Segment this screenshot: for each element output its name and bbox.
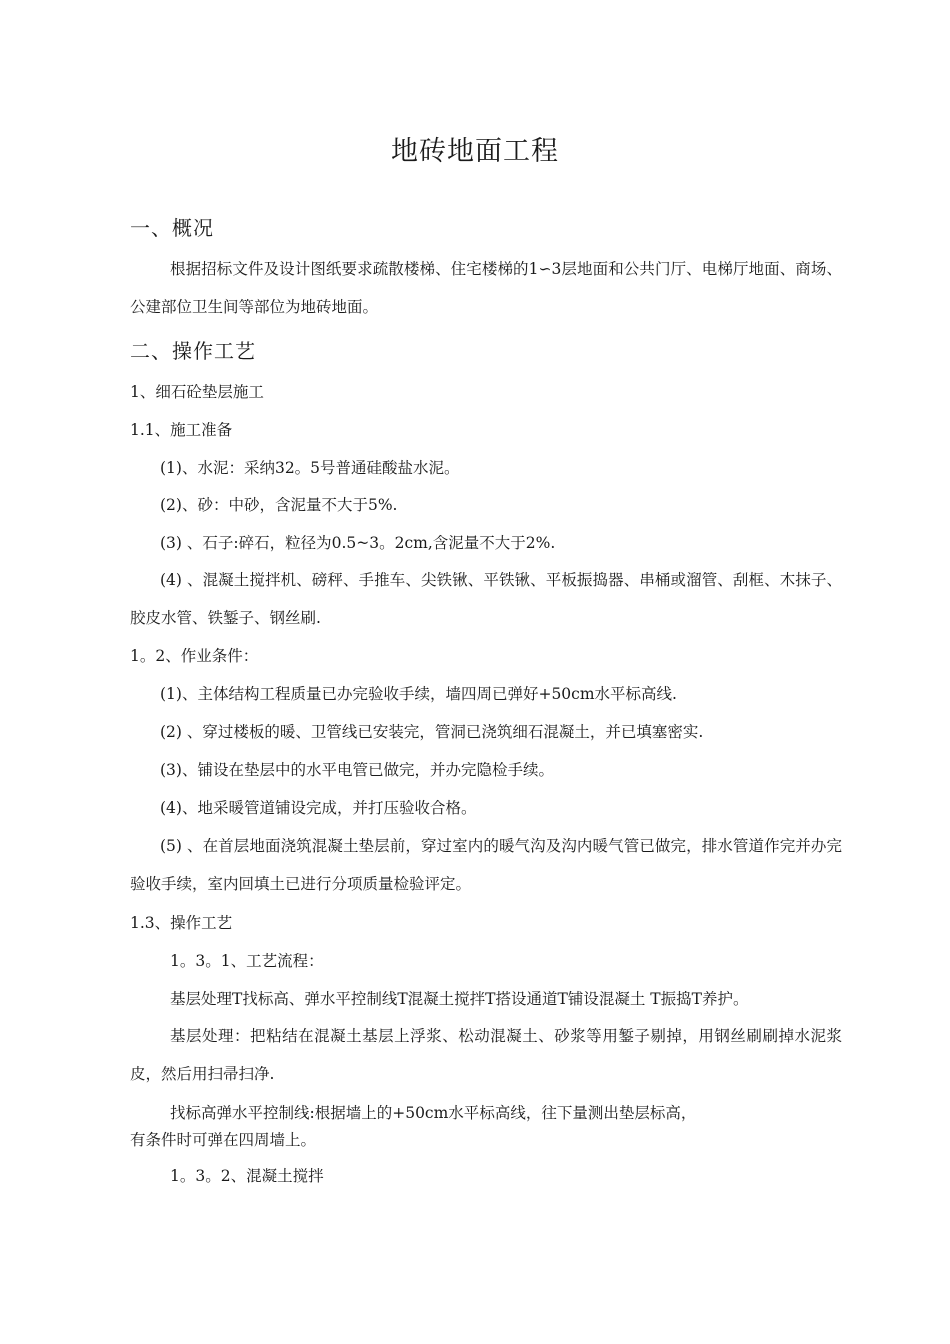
prep-item-2: (2)、砂：中砂，含泥量不大于5%. (160, 496, 398, 514)
condition-item-2: (2) 、穿过楼板的暖、卫管线已安装完，管洞已浇筑细石混凝土，并已填塞密实. (160, 723, 704, 741)
subheading-1-2: 1。2、作业条件： (130, 647, 259, 665)
subheading-1: 1、细石砼垫层施工 (130, 383, 264, 401)
condition-item-3: (3)、铺设在垫层中的水平电管已做完，并办完隐检手续。 (160, 761, 554, 779)
subheading-1-1: 1.1、施工准备 (130, 421, 233, 439)
subheading-1-3-1: 1。3。1、工艺流程： (170, 952, 324, 970)
condition-item-1: (1)、主体结构工程质量已办完验收手续，墙四周已弹好+50cm水平标高线. (160, 685, 677, 703)
section-heading-process: 二、操作工艺 (130, 339, 256, 363)
subheading-1-3: 1.3、操作工艺 (130, 914, 233, 932)
condition-item-5: (5) 、在首层地面浇筑混凝土垫层前，穿过室内的暖气沟及沟内暖气管已做完，排水管道作完并办完验收手续，室内回填土已进行分项质量检验评定。 (130, 837, 842, 893)
subheading-1-3-2: 1。3。2、混凝土搅拌 (170, 1167, 324, 1185)
document-title: 地砖地面工程 (391, 136, 559, 167)
overview-paragraph: 根据招标文件及设计图纸要求疏散楼梯、住宅楼梯的1∽3层地面和公共门厅、电梯厅地面、商场、公建部位卫生间等部位为地砖地面。 (130, 260, 842, 316)
prep-item-4: (4) 、混凝土搅拌机、磅秤、手推车、尖铁锹、平铁锹、平板振捣器、串桶或溜管、刮框、木抹子、胶皮水管、铁錾子、钢丝刷. (130, 571, 842, 627)
prep-item-1: (1)、水泥：采纳32。5号普通硅酸盐水泥。 (160, 459, 460, 477)
level-line-text-2: 有条件时可弹在四周墙上。 (130, 1131, 317, 1149)
prep-item-3: (3) 、石子:碎石，粒径为0.5~3。2cm,含泥量不大于2%. (160, 534, 556, 552)
condition-item-4: (4)、地采暖管道铺设完成，并打压验收合格。 (160, 799, 477, 817)
process-flow: 基层处理T找标高、弹水平控制线T混凝土搅拌T搭设通道T铺设混凝土 T振捣T养护。 (170, 990, 749, 1008)
base-treatment-paragraph: 基层处理：把粘结在混凝土基层上浮浆、松动混凝土、砂浆等用錾子剔掉，用钢丝刷刷掉水泥浆皮，然后用扫帚扫净. (130, 1027, 842, 1083)
section-heading-overview: 一、概况 (130, 216, 214, 240)
level-line-text-1: 找标高弹水平控制线:根据墙上的+50cm水平标高线，往下量测出垫层标高， (170, 1104, 697, 1122)
